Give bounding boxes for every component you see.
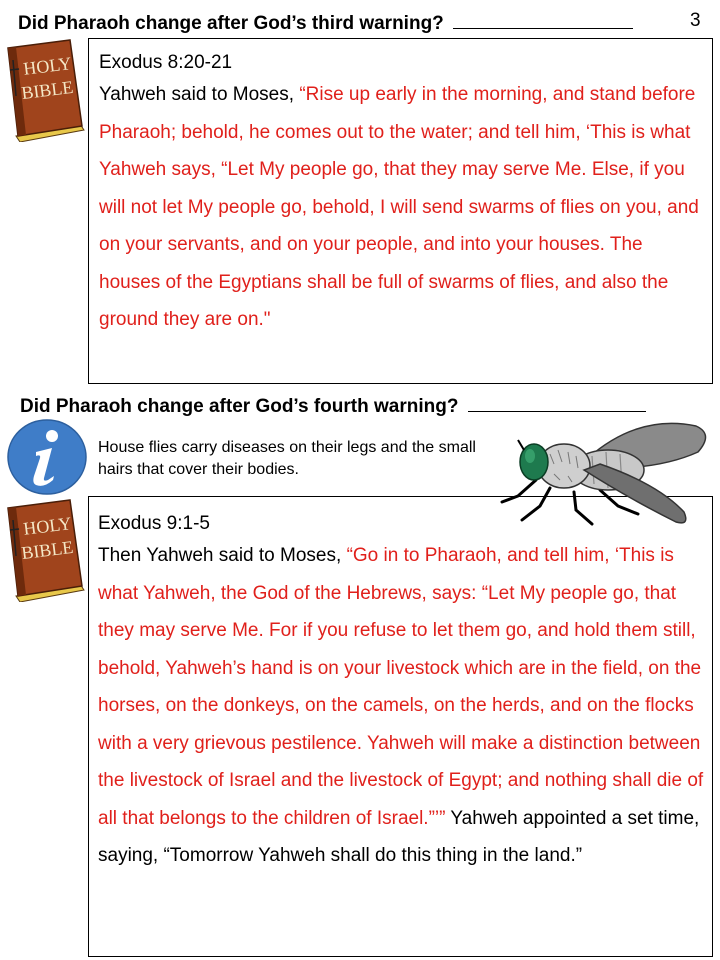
answer-blank[interactable]: [468, 395, 646, 412]
scripture-passage: Yahweh said to Moses, “Rise up early in the morning, and stand before Pharaoh; behold, he comes out to the water; and tell him, ‘This is what Yahweh says, “Let My people go, that they may serve Me. Else, if you will not let My people go, behold, I will send swarms of flies on you, and on your servants, and on your people, and into your houses. The houses of the Egyptians shall be full of swarms of flies, and also the ground they are on.": [99, 84, 699, 330]
svg-text:HOLY: HOLY: [22, 53, 73, 79]
scripture-box-exodus-9: [88, 496, 713, 957]
answer-blank[interactable]: [453, 12, 633, 29]
holy-bible-icon: [4, 498, 88, 602]
page-number: 3: [690, 10, 701, 31]
holy-bible-icon: [4, 38, 88, 142]
scripture-reference: Exodus 8:20-21: [99, 52, 233, 73]
svg-text:BIBLE: BIBLE: [20, 76, 75, 104]
scripture-box-exodus-8: [88, 38, 713, 384]
svg-text:HOLY: HOLY: [22, 513, 73, 539]
scripture-reference: Exodus 9:1-5: [98, 513, 210, 534]
house-fly-illustration: [488, 418, 716, 528]
svg-text:BIBLE: BIBLE: [20, 536, 75, 564]
info-icon: [6, 418, 88, 496]
fly-fact-text: House flies carry diseases on their legs and the small hairs that cover their bodies.: [98, 439, 476, 478]
question-third-warning: Did Pharaoh change after God’s third warning?: [18, 12, 633, 35]
question-fourth-warning: Did Pharaoh change after God’s fourth warning?: [20, 395, 646, 418]
scripture-passage: Then Yahweh said to Moses, “Go in to Pharaoh, and tell him, ‘This is what Yahweh, the God of the Hebrews, says: “Let My people go, that they may serve Me. For if you refuse to let them go, and hold them still, behold, Yahweh’s hand is on your livestock which are in the field, on the horses, on the donkeys, on the camels, on the herds, and on the flocks with a very grievous pestilence. Yahweh will make a distinction between the livestock of Israel and the livestock of Egypt; and nothing shall die of all that belongs to the children of Israel.”’” Yahweh appointed a set time, saying, “Tomorrow Yahweh shall do this thing in the land.”: [98, 545, 704, 866]
